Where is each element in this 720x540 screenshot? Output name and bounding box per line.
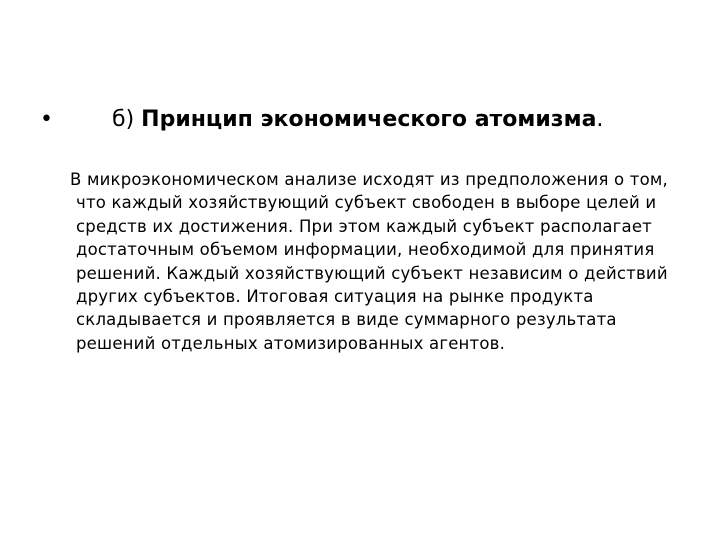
slide-body-text: В микроэкономическом анализе исходят из предположения о том, что каждый хозяйствующий субъект свободен в выборе целей и средств их достижения. При этом каждый субъект располагает достаточным объемом информации, необходимой для принятия решений. Каждый хозяйствующий субъект независим о действий других субъектов. Итоговая ситуация на рынке продукта складывается и проявляется в виде суммарного результата решений отдельных атомизированных агентов. [70,170,668,353]
bullet-point: • [40,107,53,132]
slide-heading [112,106,603,134]
heading-title: Принцип экономического атомизма [141,107,597,132]
heading-prefix: б) [112,107,142,132]
heading-suffix: . [596,107,604,132]
